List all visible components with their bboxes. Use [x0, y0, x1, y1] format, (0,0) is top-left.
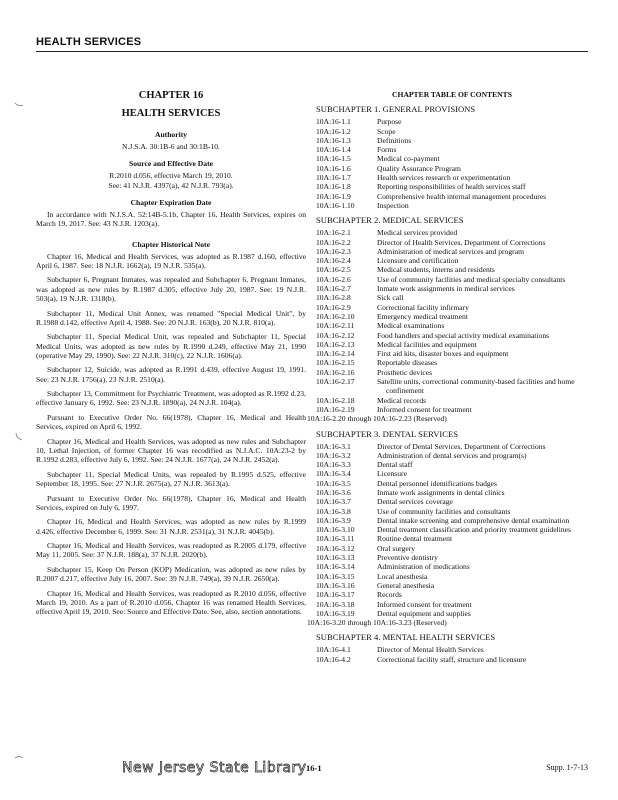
section-number: 10A:16-1.2	[316, 126, 351, 136]
toc-entry	[316, 460, 588, 469]
source-heading: Source and Effective Date	[128, 159, 213, 169]
section-number: 10A:16-3.3	[316, 460, 351, 470]
history-paragraph: Pursuant to Executive Order No. 66(1978), Chapter 16, Medical and Health Services, expired on April 6, 1992.	[36, 412, 306, 432]
history-paragraph: Subchapter 11, Special Medical Units, was repealed by R.1995 d.525, effective September 18, 1995. See: 27 N.J.R. 2675(a), 27 N.J.R. 3613(a).	[36, 469, 306, 489]
section-number: 10A:16-2.2	[316, 237, 351, 247]
expiration-heading: Chapter Expiration Date	[130, 197, 212, 207]
section-title: Dental staff	[377, 460, 413, 470]
toc-entry	[316, 609, 588, 618]
toc-entry	[316, 154, 588, 163]
history-paragraph: Pursuant to Executive Order No. 66(1978), Chapter 16, Medical and Health Services, expired on July 6, 1997.	[36, 493, 306, 512]
section-title: Dental intake screening and comprehensive dental examination	[377, 515, 570, 525]
history-paragraph: Subchapter 6, Pregnant Inmates, was repealed and Subchapter 6, Pregnant Inmates, was adopted as new rules by R.1987 d.305, effective July 20, 1987. See: 19 N.J.R. 503(a), 19 N.J.R. 1318(b).	[36, 275, 306, 304]
section-title: Administration of dental services and program(s)	[377, 450, 527, 460]
section-title: Administration of medications	[377, 562, 470, 572]
toc-entry	[316, 228, 588, 237]
authority-text: N.J.S.A. 30:1B-6 and 30:1B-10.	[122, 142, 220, 151]
history-heading: Chapter Historical Note	[132, 239, 210, 249]
section-number: 10A:16-3.16	[316, 580, 355, 590]
section-number: 10A:16-2.19	[316, 404, 355, 414]
section-number: 10A:16-2.13	[316, 339, 355, 349]
toc-entry	[316, 293, 588, 302]
subchapter-title: SUBCHAPTER 4. MENTAL HEALTH SERVICES	[316, 632, 496, 643]
section-title: Use of community facilities and medical specialty consultants	[377, 274, 566, 284]
section-number: 10A:16-1.8	[316, 182, 351, 192]
toc-entry	[316, 182, 588, 191]
section-title: Definitions	[377, 135, 412, 145]
scan-mark	[14, 100, 24, 110]
section-number: 10A:16-1.6	[316, 163, 351, 173]
section-number: 10A:16-2.8	[316, 293, 351, 303]
toc-entry	[316, 358, 588, 367]
section-number: 10A:16-2.15	[316, 358, 355, 368]
toc-entry	[316, 201, 588, 210]
section-number: 10A:16-1.1	[316, 117, 351, 127]
toc-entry	[316, 192, 588, 201]
section-title: Records	[377, 590, 402, 600]
scan-mark	[14, 752, 24, 762]
section-title: Satellite units, correctional community-based facilities and home confinement	[377, 377, 575, 396]
section-title: Emergency medical treatment	[377, 311, 468, 321]
section-title: Dental equipment and supplies	[377, 608, 471, 618]
toc-entry	[316, 331, 588, 340]
right-column	[307, 90, 588, 664]
toc-entry	[316, 442, 588, 451]
section-number: 10A:16-3.12	[316, 543, 355, 553]
section-title: Comprehensive health internal management procedures	[377, 191, 547, 201]
section-title: 10A:16-2.20 through 10A:16-2.23 (Reserved)	[307, 414, 447, 424]
section-number: 10A:16-3.8	[316, 506, 351, 516]
section-title: Health services research or experimentation	[377, 173, 511, 183]
section-title: Preventive dentistry	[377, 553, 438, 563]
section-title: Inmate work assignments in medical services	[377, 284, 515, 294]
page-number: 16-1	[306, 763, 322, 773]
section-number: 10A:16-2.18	[316, 395, 355, 405]
section-title: First aid kits, disaster boxes and equipment	[377, 349, 509, 359]
section-title: General anesthesia	[377, 580, 435, 590]
section-title: Administration of medical services and program	[377, 246, 524, 256]
section-number: 10A:16-1.4	[316, 145, 351, 155]
section-title: Reportable diseases	[377, 358, 438, 368]
section-number: 10A:16-2.14	[316, 349, 355, 359]
section-number: 10A:16-3.19	[316, 608, 355, 618]
subchapter-title: SUBCHAPTER 3. DENTAL SERVICES	[316, 428, 459, 439]
toc-entry	[316, 349, 588, 358]
section-title: Reporting responsibilities of health services staff	[377, 182, 526, 192]
section-number: 10A:16-2.3	[316, 246, 351, 256]
section-number: 10A:16-3.11	[316, 534, 355, 544]
section-number: 10A:16-3.10	[316, 525, 355, 535]
section-title: Correctional facility infirmary	[377, 302, 469, 312]
section-title: Scope	[377, 126, 396, 136]
toc-entry	[316, 469, 588, 478]
section-number: 10A:16-2.7	[316, 284, 351, 294]
section-title: Use of community facilities and consultants	[377, 506, 511, 516]
section-title: Medical students, interns and residents	[377, 265, 495, 275]
toc-entry	[316, 284, 588, 293]
toc-entry	[316, 516, 588, 525]
chapter-title: HEALTH SERVICES	[121, 108, 221, 119]
toc-title: CHAPTER TABLE OF CONTENTS	[392, 90, 512, 99]
toc-entry	[316, 368, 588, 377]
section-number: 10A:16-1.7	[316, 173, 351, 183]
section-number: 10A:16-3.9	[316, 515, 351, 525]
section-title: Medical services provided	[377, 228, 458, 238]
section-number: 10A:16-1.5	[316, 154, 351, 164]
section-title: Local anesthesia	[377, 571, 428, 581]
toc-entry	[316, 275, 588, 284]
section-title: Sick call	[377, 293, 404, 303]
toc-entry	[316, 396, 588, 405]
toc-entry	[316, 544, 588, 553]
chapter-number: CHAPTER 16	[138, 90, 204, 101]
section-number: 10A:16-2.9	[316, 302, 351, 312]
section-title: Food handlers and special activity medical examinations	[377, 330, 550, 340]
toc-entry	[316, 312, 588, 321]
toc-entry	[316, 645, 588, 654]
supplement-date: Supp. 1-7-13	[546, 763, 588, 772]
section-title: Director of Health Services, Department of Corrections	[377, 237, 546, 247]
toc-entry	[316, 173, 588, 182]
toc-entry	[316, 127, 588, 136]
toc-entry	[316, 117, 588, 126]
toc-entry	[316, 451, 588, 460]
toc-entry	[316, 247, 588, 256]
section-title: Quality Assurance Program	[377, 163, 461, 173]
section-title: Medical facilities and equipment	[377, 339, 477, 349]
section-number: 10A:16-2.5	[316, 265, 351, 275]
section-number: 10A:16-3.18	[316, 599, 355, 609]
section-title: Correctional facility staff, structure and licensure	[377, 654, 527, 664]
section-number: 10A:16-1.3	[316, 135, 351, 145]
section-number: 10A:16-3.17	[316, 590, 355, 600]
expiration-text: In accordance with N.J.S.A. 52:14B-5.1b, Chapter 16, Health Services, expires on March 19, 2017. See: 43 N.J.R. 1203(a).	[36, 209, 306, 229]
section-title: 10A:16-3.20 through 10A:16-3.23 (Reserved)	[307, 618, 447, 628]
toc-entry	[316, 340, 588, 349]
toc-entry	[316, 655, 588, 664]
history-paragraph: Subchapter 13, Commitment for Psychiatric Treatment, was adopted as R.1992 d.23, effective January 6, 1992. See: 23 N.J.R. 1890(a), 24 N.J.R. 104(a).	[36, 389, 306, 408]
toc-entry	[316, 164, 588, 173]
section-number: 10A:16-2.11	[316, 321, 355, 331]
page-footer	[36, 760, 588, 780]
toc-entry	[316, 572, 588, 581]
toc-entry	[316, 507, 588, 516]
library-watermark: New Jersey State Library	[122, 760, 307, 776]
toc-entry	[316, 479, 588, 488]
history-paragraph: Chapter 16, Medical and Health Services, was adopted as R.1987 d.160, effective April 6, 1987. See: 18 N.J.R. 1662(a), 19 N.J.R. 535(a).	[36, 251, 306, 270]
subchapter-title: SUBCHAPTER 2. MEDICAL SERVICES	[316, 215, 464, 226]
section-title: Purpose	[377, 117, 402, 127]
section-number: 10A:16-2.1	[316, 228, 351, 238]
history-paragraph: Chapter 16, Medical and Health Services, was adopted as new rules and Subchapter 10, Lethal Injection, of former Chapter 16 was recodified as N.J.A.C. 10A:23-2 by R.1992 d.283, effective July 6, 1992. See: 24 N.J.R. 1677(a), 24 N.J.R. 2452(a).	[36, 436, 306, 465]
section-title: Medical examinations	[377, 321, 445, 331]
section-number: 10A:16-3.1	[316, 441, 351, 451]
toc-entry	[316, 534, 588, 543]
section-number: 10A:16-2.6	[316, 274, 351, 284]
section-title: Director of Dental Services, Department of Corrections	[377, 441, 546, 451]
toc-entry	[307, 618, 588, 628]
section-title: Prosthetic devices	[377, 367, 433, 377]
toc-entry	[316, 590, 588, 599]
section-number: 10A:16-3.4	[316, 469, 351, 479]
toc-entry	[316, 581, 588, 590]
toc-entry	[316, 265, 588, 274]
section-title: Dental treatment classification and priority treatment guidelines	[377, 525, 571, 535]
toc-entry	[316, 256, 588, 265]
subchapter-title: SUBCHAPTER 1. GENERAL PROVISIONS	[316, 104, 476, 115]
history-paragraph: Subchapter 11, Medical Unit Annex, was renamed "Special Medical Unit", by R.1988 d.142, effective April 4, 1988. See: 20 N.J.R. 163(b), 20 N.J.R. 810(a).	[36, 308, 306, 327]
section-number: 10A:16-4.2	[316, 654, 351, 664]
toc-entry	[316, 525, 588, 534]
toc-entry	[316, 553, 588, 562]
toc-entry	[316, 136, 588, 145]
source-line: R.2010 d.056, effective March 19, 2010.	[109, 171, 233, 181]
section-title: Forms	[377, 145, 397, 155]
section-title: Informed consent for treatment	[377, 404, 472, 414]
history-paragraph: Chapter 16, Medical and Health Services, was adopted as new rules by R.1999 d.426, effective December 6, 1999. See: 31 N.J.R. 2531(a), 31 N.J.R. 4045(b).	[36, 517, 306, 536]
section-title: Licensure	[377, 469, 407, 479]
source-line: See: 41 N.J.R. 4397(a), 42 N.J.R. 793(a).	[108, 180, 234, 190]
toc-entry	[316, 562, 588, 571]
toc-entry	[316, 497, 588, 506]
section-title: Medical records	[377, 395, 427, 405]
toc-entry	[316, 488, 588, 497]
section-number: 10A:16-3.14	[316, 562, 355, 572]
history-paragraph: Chapter 16, Medical and Health Services, was readopted as R.2005 d.179, effective May 11, 2005. See: 37 N.J.R. 188(a), 37 N.J.R. 2020(b).	[36, 541, 306, 560]
section-title: Dental personnel identifications badges	[377, 478, 497, 488]
section-number: 10A:16-1.10	[316, 200, 355, 210]
section-number: 10A:16-3.5	[316, 478, 351, 488]
table-of-contents	[307, 104, 588, 664]
history-paragraph: Subchapter 15, Keep On Person (KOP) Medication, was adopted as new rules by R.2007 d.217, effective July 16, 2007. See: 39 N.J.R. 749(a), 39 N.J.R. 2650(a).	[36, 564, 306, 584]
section-number: 10A:16-2.16	[316, 367, 355, 377]
section-title: Licensure and certification	[377, 256, 459, 266]
section-number: 10A:16-3.7	[316, 497, 351, 507]
section-title: Director of Mental Health Services	[377, 645, 484, 655]
scan-mark	[14, 432, 24, 442]
section-title: Inmate work assignments in dental clinics	[377, 487, 505, 497]
section-number: 10A:16-3.13	[316, 553, 355, 563]
toc-entry	[316, 600, 588, 609]
authority-heading: Authority	[154, 130, 188, 139]
toc-entry	[316, 377, 588, 396]
section-title: Informed consent for treatment	[377, 599, 472, 609]
left-column	[36, 90, 306, 622]
toc-entry	[316, 145, 588, 154]
history-notes	[36, 252, 306, 617]
history-paragraph: Subchapter 12, Suicide, was adopted as R.1991 d.439, effective August 19, 1991. See: 23 N.J.R. 1756(a), 23 N.J.R. 2510(a).	[36, 365, 306, 384]
section-title: Dental services coverage	[377, 497, 453, 507]
toc-entry	[316, 303, 588, 312]
section-title: Routine dental treatment	[377, 534, 453, 544]
section-title: Oral surgery	[377, 543, 416, 553]
section-title: Medical co-payment	[377, 154, 440, 164]
running-head: HEALTH SERVICES	[36, 36, 588, 52]
section-number: 10A:16-3.2	[316, 450, 351, 460]
section-number: 10A:16-3.15	[316, 571, 355, 581]
section-title: Inspection	[377, 200, 409, 210]
section-number: 10A:16-2.12	[316, 330, 355, 340]
section-number: 10A:16-1.9	[316, 191, 351, 201]
section-number: 10A:16-4.1	[316, 645, 351, 655]
toc-entry	[316, 405, 588, 414]
toc-entry	[316, 321, 588, 330]
toc-entry	[316, 238, 588, 247]
section-number: 10A:16-2.17	[316, 377, 355, 387]
history-paragraph: Chapter 16, Medical and Health Services, was readopted as R.2010 d.056, effective March 19, 2010. As a part of R.2010 d.056, Chapter 16 was renamed Health Services, effective April 19, 2010. See: Source and Effective Date. See, also, section annotations.	[36, 588, 306, 617]
toc-entry	[307, 414, 588, 424]
section-number: 10A:16-2.4	[316, 256, 351, 266]
section-number: 10A:16-3.6	[316, 487, 351, 497]
history-paragraph: Subchapter 11, Special Medical Unit, was repealed and Subchapter 11, Special Medical Units, was adopted as new rules by R.1990 d.249, effective May 21, 1990 (operative May 29, 1990). See: 22 N.J.R. 310(c), 22 N.J.R. 1606(a).	[36, 332, 306, 360]
section-number: 10A:16-2.10	[316, 311, 355, 321]
